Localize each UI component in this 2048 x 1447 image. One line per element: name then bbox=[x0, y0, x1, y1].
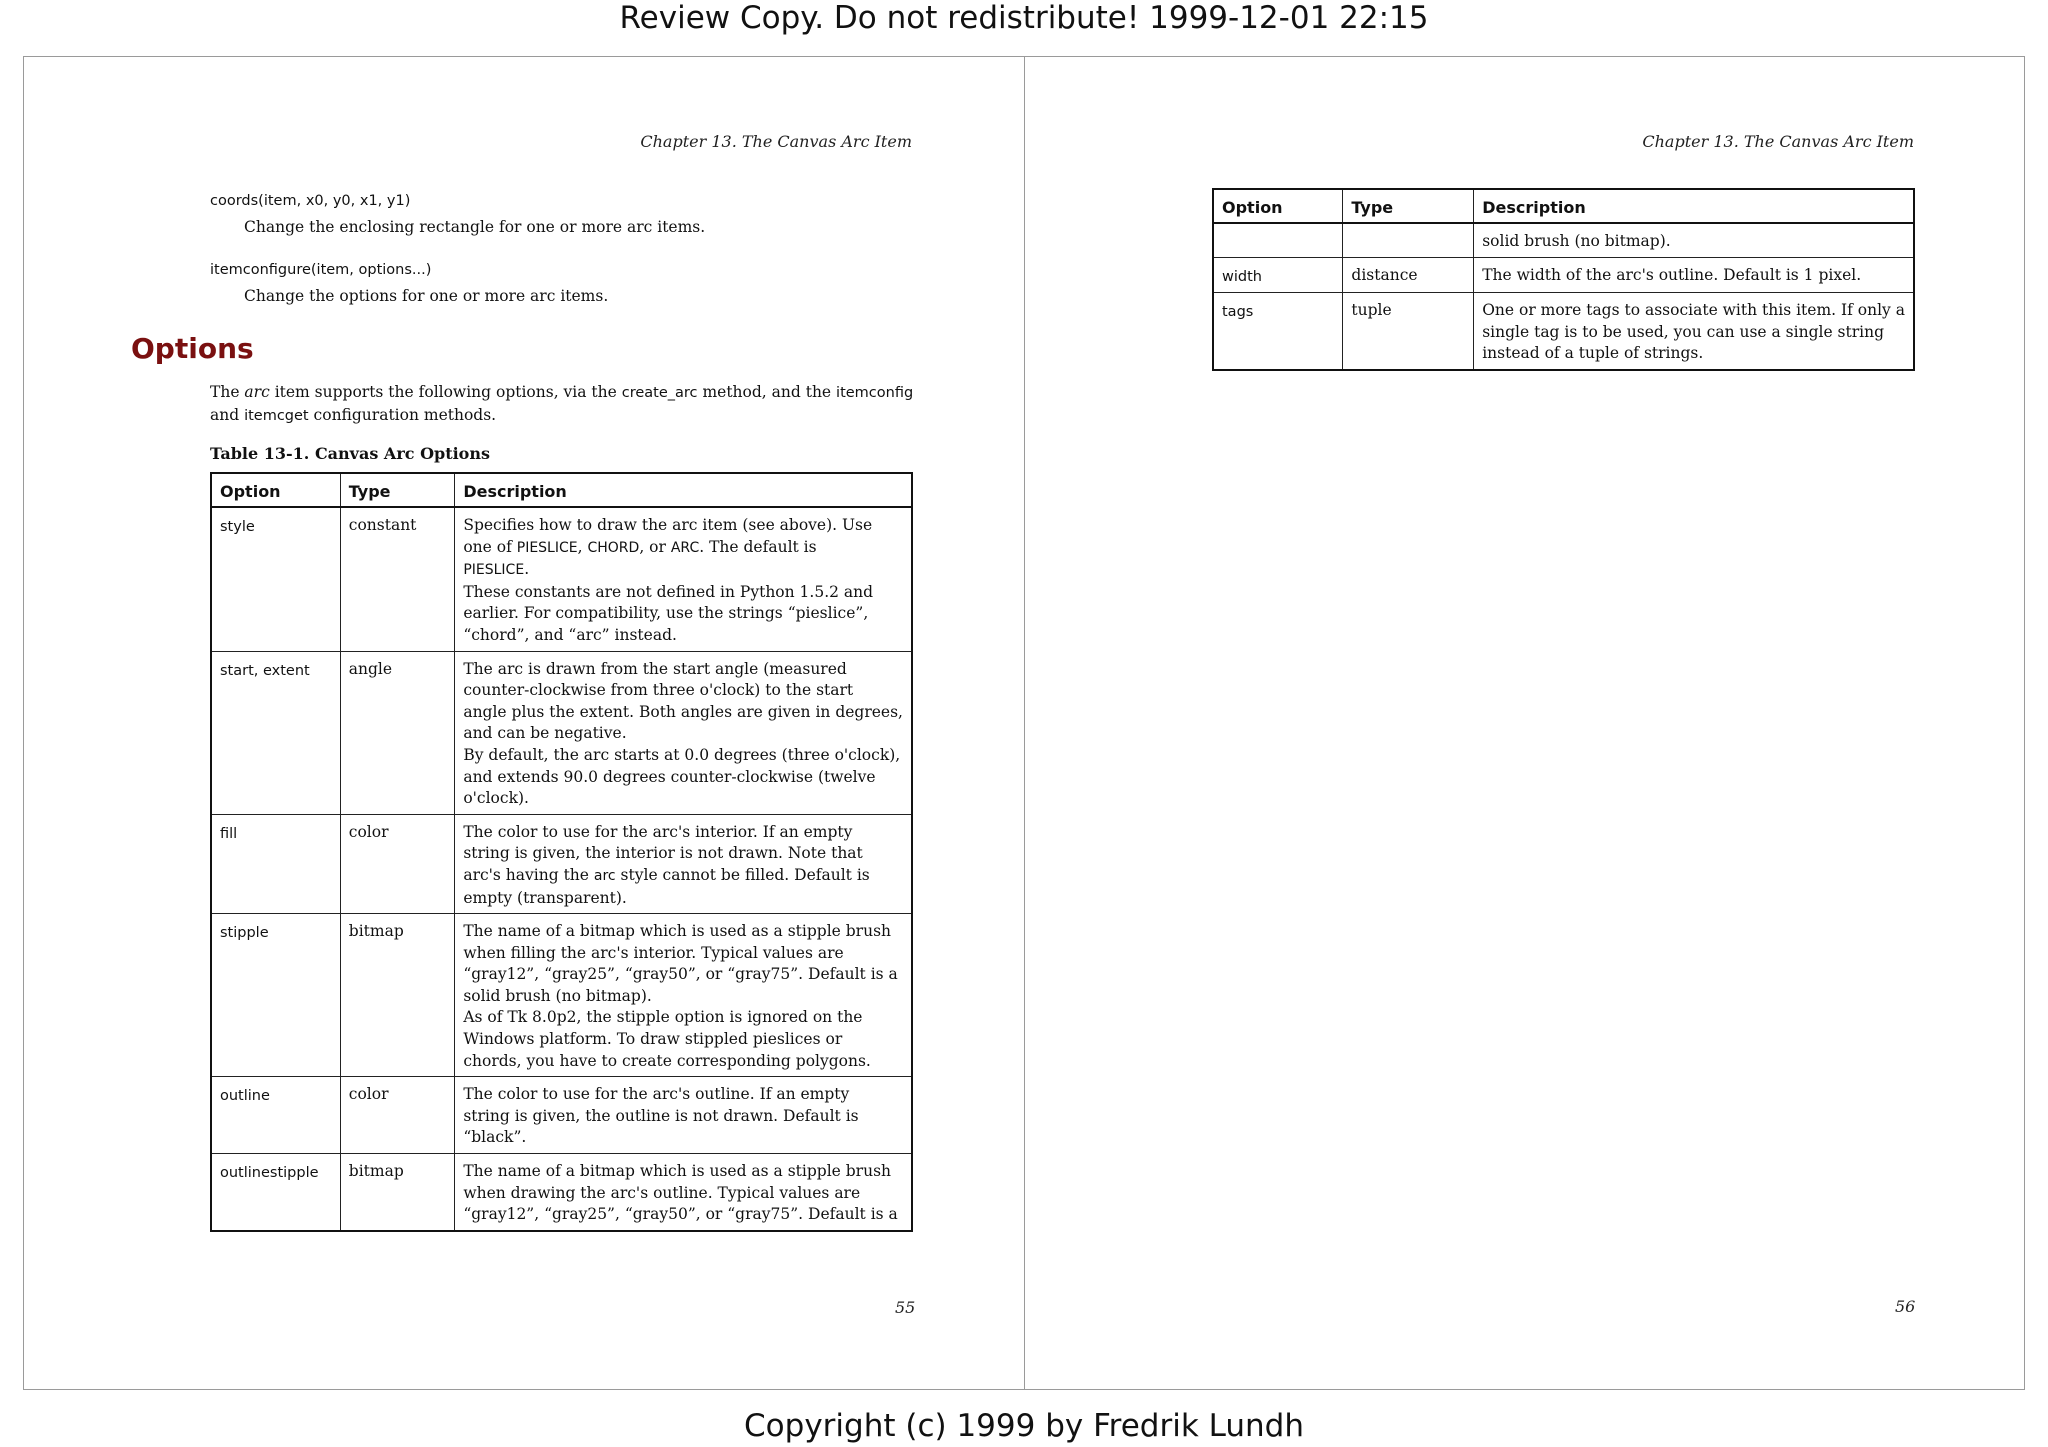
description-cell bbox=[455, 914, 912, 1077]
table-row bbox=[1213, 223, 1914, 257]
running-head: Chapter 13. The Canvas Arc Item bbox=[1642, 132, 1914, 151]
type-cell: tuple bbox=[1343, 293, 1474, 370]
description-line: solid brush (no bitmap). bbox=[463, 986, 652, 1005]
header-type: Type bbox=[340, 473, 455, 507]
description-cell bbox=[1474, 223, 1914, 257]
book-spread bbox=[23, 56, 2025, 1390]
left-page bbox=[24, 57, 1024, 1389]
option-name-cell: start, extent bbox=[211, 651, 340, 814]
description-line: The arc is drawn from the start angle (measured bbox=[463, 659, 847, 678]
copyright-banner: Copyright (c) 1999 by Fredrik Lundh bbox=[744, 1408, 1304, 1444]
description-line: one of PIESLICE, CHORD, or ARC. The default is bbox=[463, 537, 817, 556]
description-line: These constants are not defined in Python 1.5.2 and bbox=[463, 582, 874, 601]
section-heading: Options bbox=[131, 332, 254, 365]
options-table-continued bbox=[1212, 188, 1915, 371]
table-row bbox=[1213, 257, 1914, 293]
header-description: Description bbox=[455, 473, 912, 507]
running-head: Chapter 13. The Canvas Arc Item bbox=[640, 132, 912, 151]
description-line: The name of a bitmap which is used as a stipple brush bbox=[463, 1162, 892, 1181]
option-name-cell bbox=[1213, 223, 1343, 257]
table-row bbox=[1213, 293, 1914, 370]
description-line: Windows platform. To draw stippled pieslices or bbox=[463, 1030, 843, 1049]
option-name-cell: outlinestipple bbox=[211, 1154, 340, 1231]
description-line: o'clock). bbox=[463, 789, 529, 808]
option-name-cell: width bbox=[1213, 257, 1343, 293]
description-cell bbox=[455, 1154, 912, 1231]
header-option: Option bbox=[211, 473, 340, 507]
description-cell bbox=[455, 507, 912, 651]
description-line: empty (transparent). bbox=[463, 888, 627, 907]
description-line: earlier. For compatibility, use the strings “pieslice”, bbox=[463, 604, 869, 623]
description-cell bbox=[1474, 293, 1914, 370]
header-description: Description bbox=[1474, 189, 1914, 223]
type-cell: bitmap bbox=[340, 914, 455, 1077]
description-line: string is given, the outline is not drawn. Default is bbox=[463, 1106, 859, 1125]
itemcget-code: itemcget bbox=[244, 408, 309, 424]
option-name-cell: stipple bbox=[211, 914, 340, 1077]
type-cell: color bbox=[340, 1077, 455, 1154]
option-name-cell: fill bbox=[211, 814, 340, 913]
method-description-itemconfigure: Change the options for one or more arc items. bbox=[244, 287, 609, 305]
method-description-coords: Change the enclosing rectangle for one or more arc items. bbox=[244, 218, 706, 236]
description-cell bbox=[455, 651, 912, 814]
description-line: counter-clockwise from three o'clock) to the start bbox=[463, 681, 854, 700]
description-line: chords, you have to create corresponding polygons. bbox=[463, 1051, 871, 1070]
description-line: and extends 90.0 degrees counter-clockwise (twelve bbox=[463, 767, 876, 786]
table-row bbox=[211, 507, 912, 651]
table-row bbox=[211, 1154, 912, 1231]
description-cell bbox=[1474, 257, 1914, 293]
description-line: single tag is to be used, you can use a single string bbox=[1482, 322, 1885, 341]
itemconfig-code: itemconfig bbox=[836, 385, 914, 401]
description-line: “chord”, and “arc” instead. bbox=[463, 625, 677, 644]
description-line: “gray12”, “gray25”, “gray50”, or “gray75”. Default is a bbox=[463, 1205, 898, 1224]
review-copy-banner: Review Copy. Do not redistribute! 1999-12-01 22:15 bbox=[619, 0, 1429, 36]
table-header-row bbox=[211, 473, 912, 507]
table-caption: Table 13-1. Canvas Arc Options bbox=[210, 444, 490, 463]
description-cell bbox=[455, 1077, 912, 1154]
description-line: Specifies how to draw the arc item (see above). Use bbox=[463, 516, 873, 534]
table-row bbox=[211, 1077, 912, 1154]
type-cell: distance bbox=[1343, 257, 1474, 293]
description-line: “gray12”, “gray25”, “gray50”, or “gray75”. Default is a bbox=[463, 965, 898, 984]
type-cell: bitmap bbox=[340, 1154, 455, 1231]
description-line: As of Tk 8.0p2, the stipple option is ignored on the bbox=[463, 1008, 863, 1027]
type-cell bbox=[1343, 223, 1474, 257]
description-line: when filling the arc's interior. Typical values are bbox=[463, 943, 844, 962]
header-type: Type bbox=[1343, 189, 1474, 223]
type-cell: constant bbox=[340, 507, 455, 651]
description-line: solid brush (no bitmap). bbox=[1482, 232, 1671, 250]
description-line: string is given, the interior is not drawn. Note that bbox=[463, 844, 863, 863]
options-table bbox=[210, 472, 913, 1232]
arc-term: arc bbox=[244, 383, 270, 401]
option-name-cell: tags bbox=[1213, 293, 1343, 370]
description-line: and can be negative. bbox=[463, 724, 627, 743]
header-option: Option bbox=[1213, 189, 1343, 223]
page-number: 56 bbox=[1895, 1297, 1916, 1316]
description-cell bbox=[455, 814, 912, 913]
description-line: The name of a bitmap which is used as a stipple brush bbox=[463, 922, 892, 941]
description-line: One or more tags to associate with this item. If only a bbox=[1482, 301, 1905, 320]
method-signature-coords: coords(item, x0, y0, x1, y1) bbox=[210, 193, 411, 209]
table-row bbox=[211, 814, 912, 913]
intro-paragraph: The arc item supports the following options, via the create_arc method, and the itemconfig and itemcget configuration methods. bbox=[210, 383, 914, 424]
type-cell: color bbox=[340, 814, 455, 913]
description-line: PIESLICE. bbox=[463, 560, 530, 579]
description-line: instead of a tuple of strings. bbox=[1482, 344, 1704, 363]
description-line: The color to use for the arc's outline. If an empty bbox=[463, 1085, 850, 1104]
table-header-row bbox=[1213, 189, 1914, 223]
method-signature-itemconfigure: itemconfigure(item, options...) bbox=[210, 262, 432, 278]
option-name-cell: style bbox=[211, 507, 340, 651]
description-line: when drawing the arc's outline. Typical values are bbox=[463, 1183, 861, 1202]
right-page bbox=[1025, 57, 2025, 1389]
description-line: The color to use for the arc's interior. If an empty bbox=[463, 822, 853, 841]
description-line: The width of the arc's outline. Default is 1 pixel. bbox=[1482, 265, 1862, 284]
page-number: 55 bbox=[895, 1298, 916, 1317]
table-row bbox=[211, 651, 912, 814]
description-line: By default, the arc starts at 0.0 degrees (three o'clock), bbox=[463, 745, 901, 764]
description-line: arc's having the arc style cannot be filled. Default is bbox=[463, 865, 870, 884]
option-name-cell: outline bbox=[211, 1077, 340, 1154]
description-line: “black”. bbox=[463, 1128, 527, 1147]
table-row bbox=[211, 914, 912, 1077]
type-cell: angle bbox=[340, 651, 455, 814]
description-line: angle plus the extent. Both angles are given in degrees, bbox=[463, 702, 903, 721]
create-arc-code: create_arc bbox=[621, 385, 698, 401]
